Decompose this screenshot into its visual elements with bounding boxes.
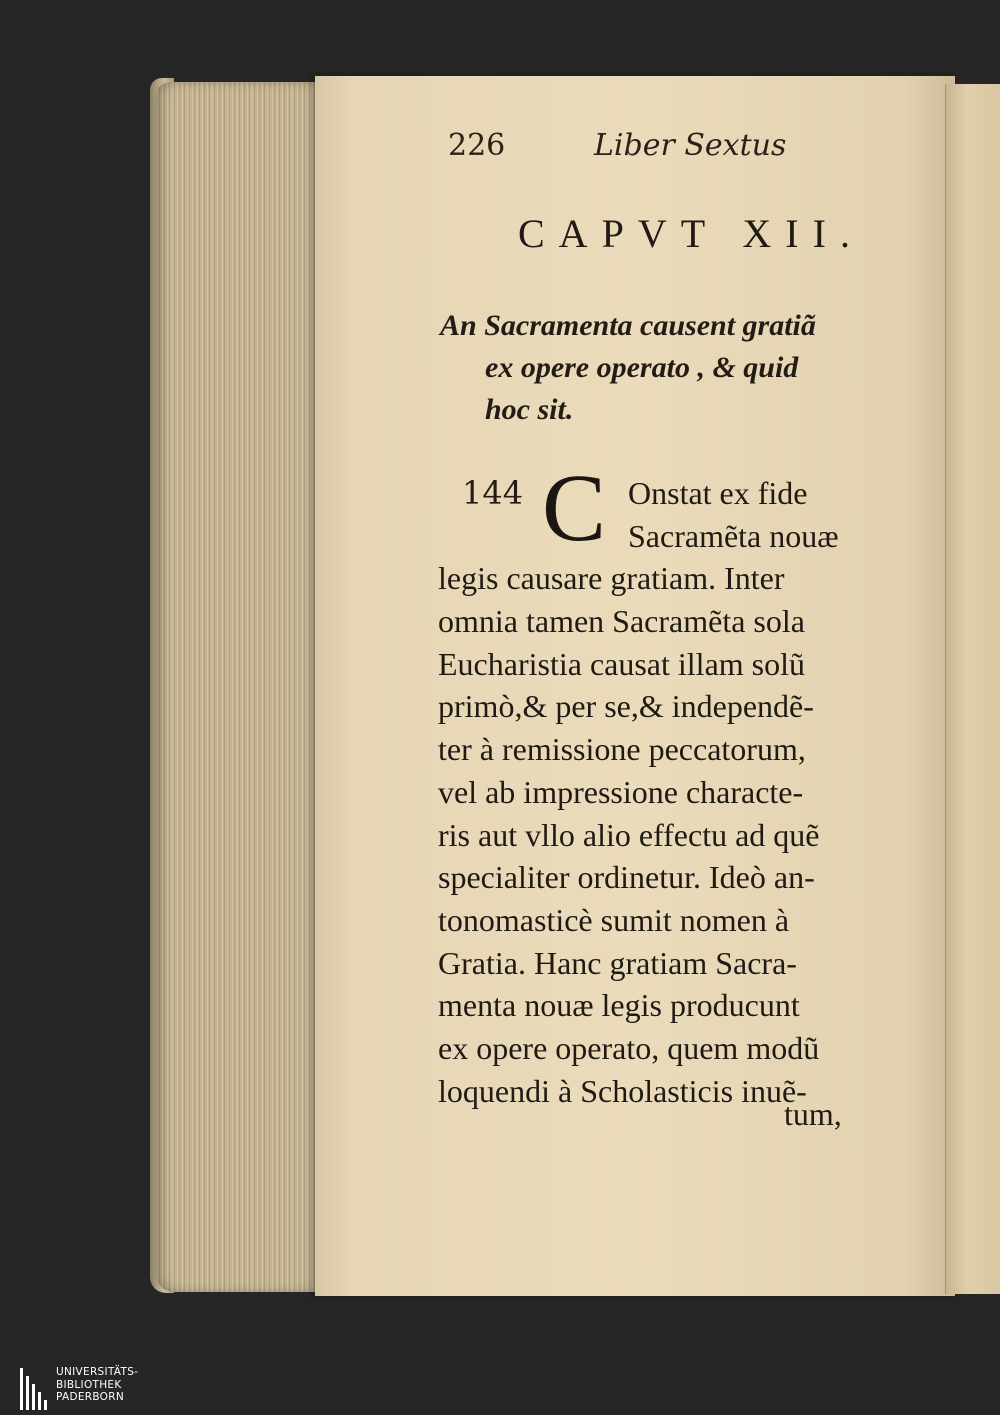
page-block-edges (156, 82, 331, 1292)
text-line: legis causare gratiam. Inter (438, 560, 785, 597)
text-line: omnia tamen Sacramẽta sola (438, 603, 805, 640)
logo-line: UNIVERSITÄTS- (56, 1366, 139, 1378)
catchword: tum, (784, 1096, 842, 1132)
text-line: menta nouæ legis producunt (438, 987, 800, 1024)
chapter-question (440, 305, 910, 431)
text-line: Onstat ex fide (628, 475, 808, 511)
library-logo-text (56, 1366, 138, 1404)
text-line: ter à remissione peccatorum, (438, 731, 806, 768)
logo-line: PADERBORN (56, 1391, 124, 1403)
text-line: vel ab impressione characte- (438, 773, 804, 810)
text-line: primò,& per se,& independẽ- (438, 688, 814, 725)
text-line: Gratia. Hanc gratiam Sacra- (438, 944, 797, 981)
body-text (438, 472, 908, 1112)
question-line: An Sacramenta causent gratiã (440, 309, 816, 342)
question-line: ex opere operato , & quid (485, 351, 799, 384)
running-title: Liber Sextus (594, 128, 787, 163)
question-line: hoc sit. (485, 393, 574, 426)
text-line: Eucharistia causat illam solũ (438, 645, 805, 682)
text-line: Sacramẽta nouæ (628, 517, 839, 554)
page-header (448, 128, 868, 178)
text-line: ex opere operato, quem modũ (438, 1029, 820, 1066)
logo-line: BIBLIOTHEK (56, 1378, 122, 1391)
drop-cap: C (542, 454, 607, 561)
text-line: loquendi à Scholasticis inuẽ- (438, 1072, 807, 1109)
facing-page-edge (945, 84, 1000, 1294)
text-line: tonomasticè sumit nomen à (438, 901, 790, 938)
text-line: ris aut vllo alio effectu ad quẽ (438, 816, 820, 853)
page-number: 226 (448, 128, 506, 163)
library-bars-icon (20, 1368, 48, 1410)
text-line: specialiter ordinetur. Ideò an- (438, 859, 815, 896)
footer-bar (0, 1365, 1000, 1415)
chapter-heading: CAPVT XII. (518, 211, 864, 256)
paragraph-number: 144 (462, 474, 524, 512)
